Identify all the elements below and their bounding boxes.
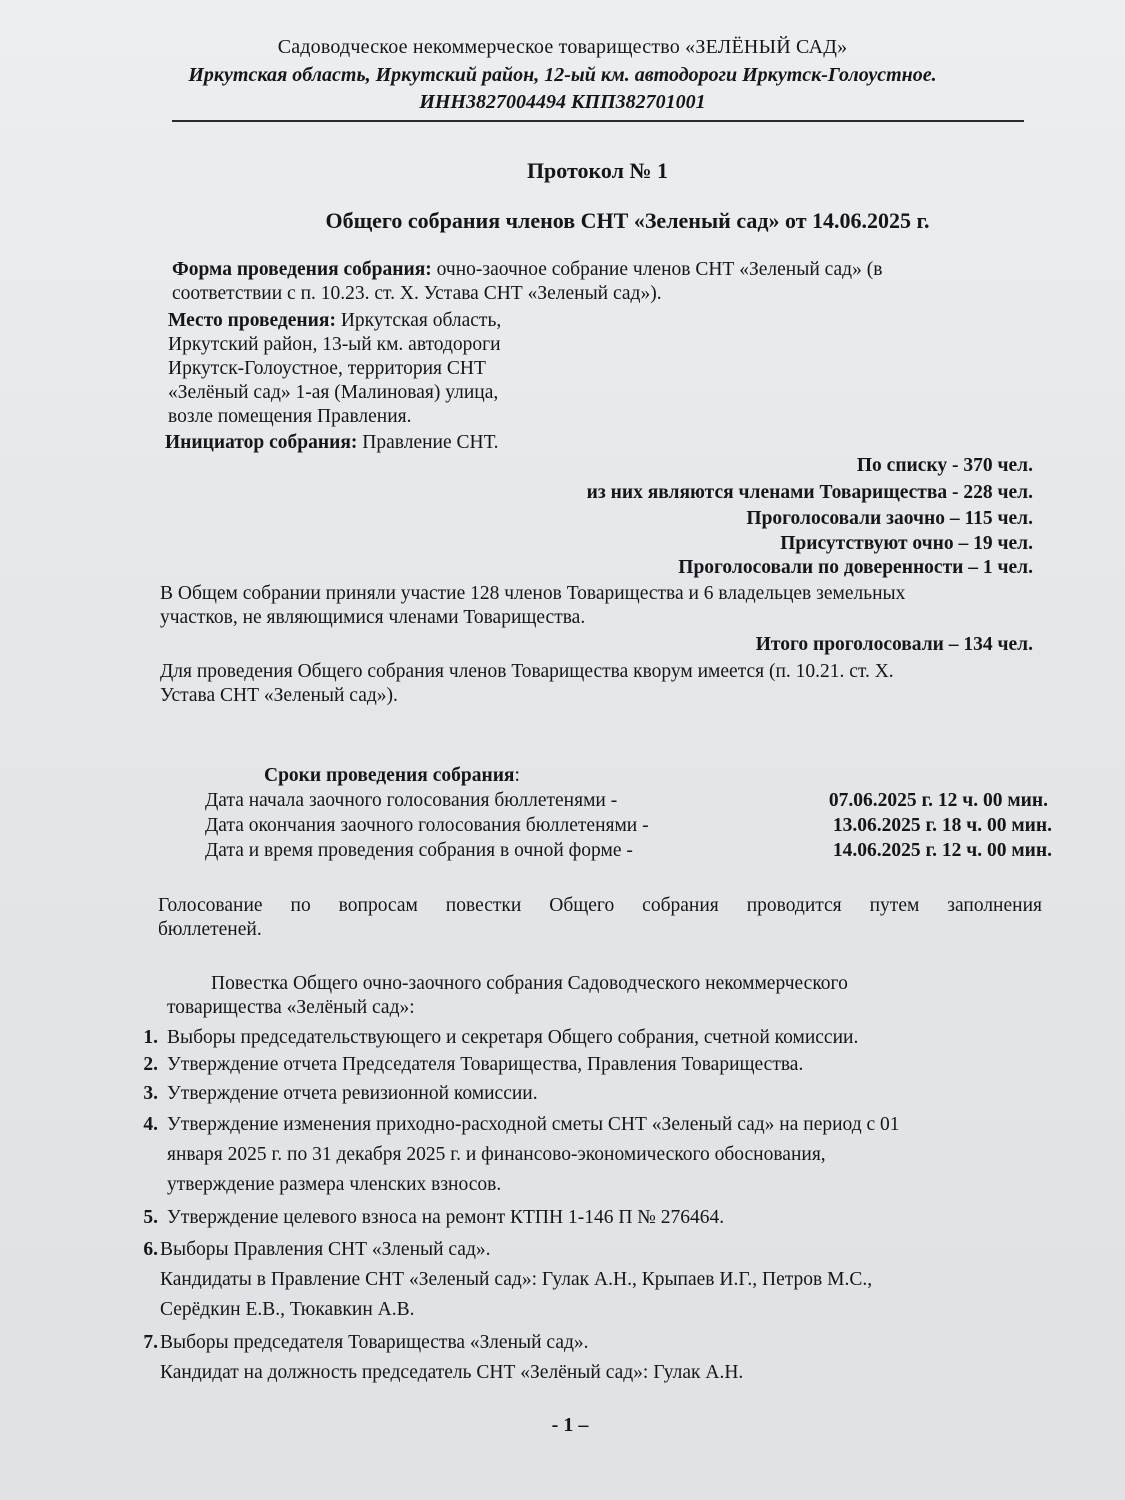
stat-present: Присутствуют очно – 19 чел.	[780, 533, 1033, 554]
terms-heading-colon: :	[514, 765, 520, 786]
agenda-item-text: Выборы председательствующего и секретаря Общего собрания, счетной комиссии.	[167, 1027, 859, 1048]
agenda-item-text: Утверждение целевого взноса на ремонт КТПН 1-146 П № 276464.	[167, 1207, 725, 1228]
term-value: 13.06.2025 г. 18 ч. 00 мин.	[832, 815, 1052, 836]
agenda-intro-line2: товарищества «Зелёный сад»:	[167, 997, 415, 1018]
agenda-item-text: Выборы Правления СНТ «Зленый сад».	[160, 1239, 491, 1260]
meeting-place-label: Место проведения:	[168, 310, 336, 331]
meeting-place	[168, 309, 588, 429]
term-value: 07.06.2025 г. 12 ч. 00 мин.	[828, 790, 1048, 811]
participation-line2: участков, не являющимися членами Товарищества.	[160, 607, 586, 628]
org-inn: ИНН3827004494 КПП382701001	[419, 91, 706, 113]
meeting-initiator-value: Правление СНТ.	[357, 432, 499, 453]
stat-proxy: Проголосовали по доверенности – 1 чел.	[678, 557, 1033, 578]
agenda-item-text: Серёдкин Е.В., Тюкавкин А.В.	[160, 1299, 415, 1320]
term-label: Дата окончания заочного голосования бюллетенями -	[205, 815, 649, 836]
stat-absentee: Проголосовали заочно – 115 чел.	[746, 508, 1033, 529]
meeting-form	[172, 258, 1032, 306]
meeting-form-line2: соответствии с п. 10.23. ст. Х. Устава СНТ «Зеленый сад»).	[172, 283, 662, 304]
quorum-text	[160, 660, 1060, 708]
agenda-item-number: 2.	[143, 1054, 158, 1075]
meeting-place-line2: Иркутский район, 13-ый км. автодороги	[168, 334, 501, 355]
agenda-item-text: января 2025 г. по 31 декабря 2025 г. и финансово-экономического обоснования,	[167, 1144, 826, 1165]
terms-heading	[264, 764, 864, 788]
participation-text	[160, 582, 1060, 630]
agenda-item-text: утверждение размера членских взносов.	[167, 1174, 502, 1195]
meeting-place-line3: Иркутск-Голоустное, территория СНТ	[168, 358, 486, 379]
meeting-place-line5: возле помещения Правления.	[168, 406, 412, 427]
meeting-form-label: Форма проведения собрания:	[172, 259, 432, 280]
total-voted: Итого проголосовали – 134 чел.	[755, 634, 1033, 655]
meeting-form-value: очно-заочное собрание членов СНТ «Зеленый сад» (в	[431, 259, 883, 280]
terms-heading-text: Сроки проведения собрания	[264, 765, 515, 786]
quorum-line2: Устава СНТ «Зеленый сад»).	[160, 685, 398, 706]
agenda-item-text: Утверждение отчета ревизионной комиссии.	[167, 1083, 538, 1104]
protocol-title: Протокол № 1	[526, 158, 669, 183]
agenda-intro	[165, 972, 1045, 1020]
protocol-subtitle: Общего собрания членов СНТ «Зеленый сад» от 14.06.2025 г.	[325, 208, 930, 233]
term-row	[205, 790, 1050, 814]
agenda-item-number: 1.	[143, 1027, 158, 1048]
stat-members: из них являются членами Товарищества - 228 чел.	[586, 482, 1033, 503]
header-divider	[172, 120, 1024, 122]
meeting-initiator-label: Инициатор собрания:	[165, 432, 358, 453]
page-number: - 1 –	[551, 1414, 589, 1436]
agenda-item-number: 7.	[143, 1332, 158, 1353]
org-name: Садоводческое некоммерческое товарищество «ЗЕЛЁНЫЙ САД»	[277, 36, 848, 58]
participation-line1: В Общем собрании приняли участие 128 членов Товарищества и 6 владельцев земельных	[160, 583, 906, 604]
meeting-place-line1: Иркутская область,	[335, 310, 502, 331]
agenda-item-number: 3.	[143, 1083, 158, 1104]
agenda-item-text: Выборы председателя Товарищества «Зленый сад».	[160, 1332, 589, 1353]
term-row	[205, 840, 1050, 864]
voting-note	[158, 894, 1042, 942]
term-label: Дата и время проведения собрания в очной форме -	[205, 840, 633, 861]
agenda-item-number: 4.	[143, 1114, 158, 1135]
term-label: Дата начала заочного голосования бюллетенями -	[205, 790, 618, 811]
agenda-item-text: Кандидаты в Правление СНТ «Зеленый сад»: Гулак А.Н., Крыпаев И.Г., Петров М.С.,	[160, 1269, 873, 1290]
agenda-item-number: 5.	[143, 1207, 158, 1228]
agenda-item-number: 6.	[143, 1239, 158, 1260]
voting-note-line2: бюллетеней.	[158, 919, 262, 940]
stat-by-list: По списку - 370 чел.	[856, 455, 1033, 476]
term-value: 14.06.2025 г. 12 ч. 00 мин.	[832, 840, 1052, 861]
agenda-intro-line1: Повестка Общего очно-заочного собрания Садоводческого некоммерческого	[211, 973, 848, 994]
term-row	[205, 815, 1050, 839]
voting-note-line1: Голосование по вопросам повестки Общего собрания проводится путем заполнения	[158, 895, 1042, 916]
quorum-line1: Для проведения Общего собрания членов Товарищества кворум имеется (п. 10.21. ст. Х.	[160, 661, 894, 682]
meeting-initiator	[165, 431, 765, 455]
agenda-item-text: Утверждение изменения приходно-расходной сметы СНТ «Зеленый сад» на период с 01	[167, 1114, 900, 1135]
meeting-place-line4: «Зелёный сад» 1-ая (Малиновая) улица,	[168, 382, 499, 403]
agenda-item-text: Кандидат на должность председатель СНТ «Зелёный сад»: Гулак А.Н.	[160, 1362, 744, 1383]
agenda-item-text: Утверждение отчета Председателя Товарищества, Правления Товарищества.	[167, 1054, 804, 1075]
org-address: Иркутская область, Иркутский район, 12-ый км. автодороги Иркутск-Голоустное.	[188, 64, 937, 86]
